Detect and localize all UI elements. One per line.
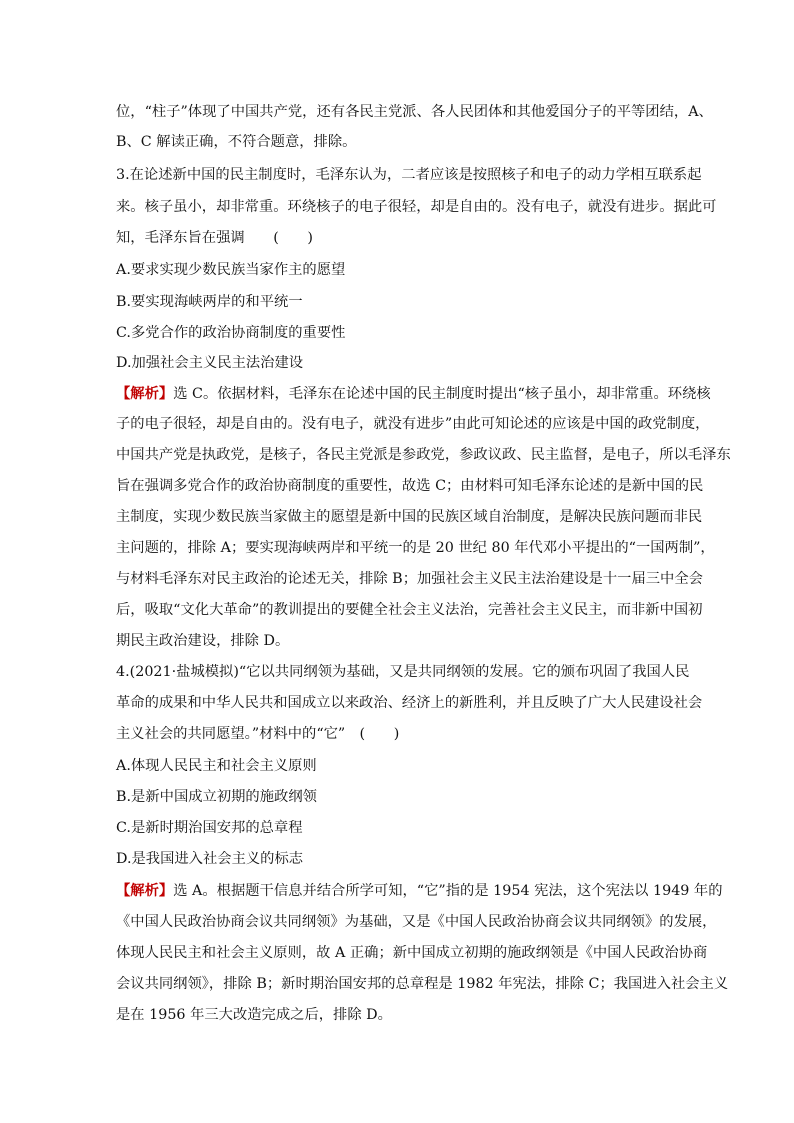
q4-stem-line: 主义社会的共同愿望。”材料中的“它” ( ) [116, 726, 400, 742]
q3-analysis-text: 选 C。依据材料，毛泽东在论述中国的民主制度时提出“核子虽小，却非常重。环绕核 [173, 386, 711, 402]
q3-analysis-line: 主问题的，排除 A；要实现海峡两岸和平统一的是 20 世纪 80 年代邓小平提出的“一国两制”， [116, 540, 715, 556]
q3-option-d: D.加强社会主义民主法治建设 [116, 355, 304, 371]
analysis-tag: 【解析】 [116, 883, 174, 899]
q3-stem-line: 3.在论述新中国的民主制度时，毛泽东认为，二者应该是按照核子和电子的动力学相互联系起 [116, 167, 702, 183]
q4-stem-line: 4.(2021·盐城模拟)“它以共同纲领为基础，又是共同纲领的发展。它的颁布巩固了我国人民 [116, 664, 690, 680]
q4-analysis-line: 会议共同纲领》，排除 B；新时期治国安邦的总章程是 1982 年宪法，排除 C；我国进入社会主义 [116, 976, 729, 992]
q4-option-b: B.是新中国成立初期的施政纲领 [116, 789, 317, 805]
q3-analysis-line: 与材料毛泽东对民主政治的论述无关，排除 B；加强社会主义民主法治建设是十一届三中全会 [116, 571, 703, 587]
q3-analysis-line [116, 383, 711, 405]
q3-analysis-line: 主制度，实现少数民族当家做主的愿望是新中国的民族区域自治制度，是解决民族问题而非民 [116, 509, 703, 525]
q3-analysis-line: 期民主政治建设，排除 D。 [116, 633, 290, 649]
q3-analysis-line: 后，吸取“文化大革命”的教训提出的要健全社会主义法治，完善社会主义民主，而非新中国初 [116, 602, 703, 618]
q4-analysis-text: 选 A。根据题干信息并结合所学可知，“它”指的是 1954 宪法，这个宪法以 1949 年的 [173, 883, 723, 899]
q3-stem-line: 来。核子虽小，却非常重。环绕核子的电子很轻，却是自由的。没有电子，就没有进步。据此可 [116, 199, 717, 215]
q3-option-b: B.要实现海峡两岸的和平统一 [116, 294, 303, 310]
q3-analysis-line: 旨在强调多党合作的政治协商制度的重要性，故选 C；由材料可知毛泽东论述的是新中国的民 [116, 478, 704, 494]
q3-stem-line: 知，毛泽东旨在强调 ( ) [116, 230, 314, 246]
q3-analysis-line: 子的电子很轻，却是自由的。没有电子，就没有进步”由此可知论述的应该是中国的政党制度， [116, 416, 710, 432]
continuation-line: B、C 解读正确，不符合题意，排除。 [116, 134, 357, 150]
q4-analysis-line: 体现人民民主和社会主义原则，故 A 正确；新中国成立初期的施政纲领是《中国人民政治协商 [116, 945, 708, 961]
q4-option-d: D.是我国进入社会主义的标志 [116, 851, 304, 867]
continuation-line: 位，“柱子”体现了中国共产党，还有各民主党派、各人民团体和其他爱国分子的平等团结，A、 [116, 104, 713, 120]
q4-option-a: A.体现人民民主和社会主义原则 [116, 758, 317, 774]
analysis-tag: 【解析】 [116, 386, 174, 402]
q4-analysis-line: 《中国人民政治协商会议共同纲领》为基础，又是《中国人民政治协商会议共同纲领》的发展， [116, 914, 717, 930]
q3-option-a: A.要求实现少数民族当家作主的愿望 [116, 262, 346, 278]
q4-analysis-line [116, 880, 723, 902]
q3-analysis-line: 中国共产党是执政党，是核子，各民主党派是参政党，参政议政、民主监督，是电子，所以毛泽东 [116, 447, 731, 463]
q3-option-c: C.多党合作的政治协商制度的重要性 [116, 325, 346, 341]
q4-stem-line: 革命的成果和中华人民共和国成立以来政治、经济上的新胜利，并且反映了广大人民建设社会 [116, 695, 703, 711]
q4-analysis-line: 是在 1956 年三大改造完成之后，排除 D。 [116, 1007, 392, 1023]
q4-option-c: C.是新时期治国安邦的总章程 [116, 820, 303, 836]
